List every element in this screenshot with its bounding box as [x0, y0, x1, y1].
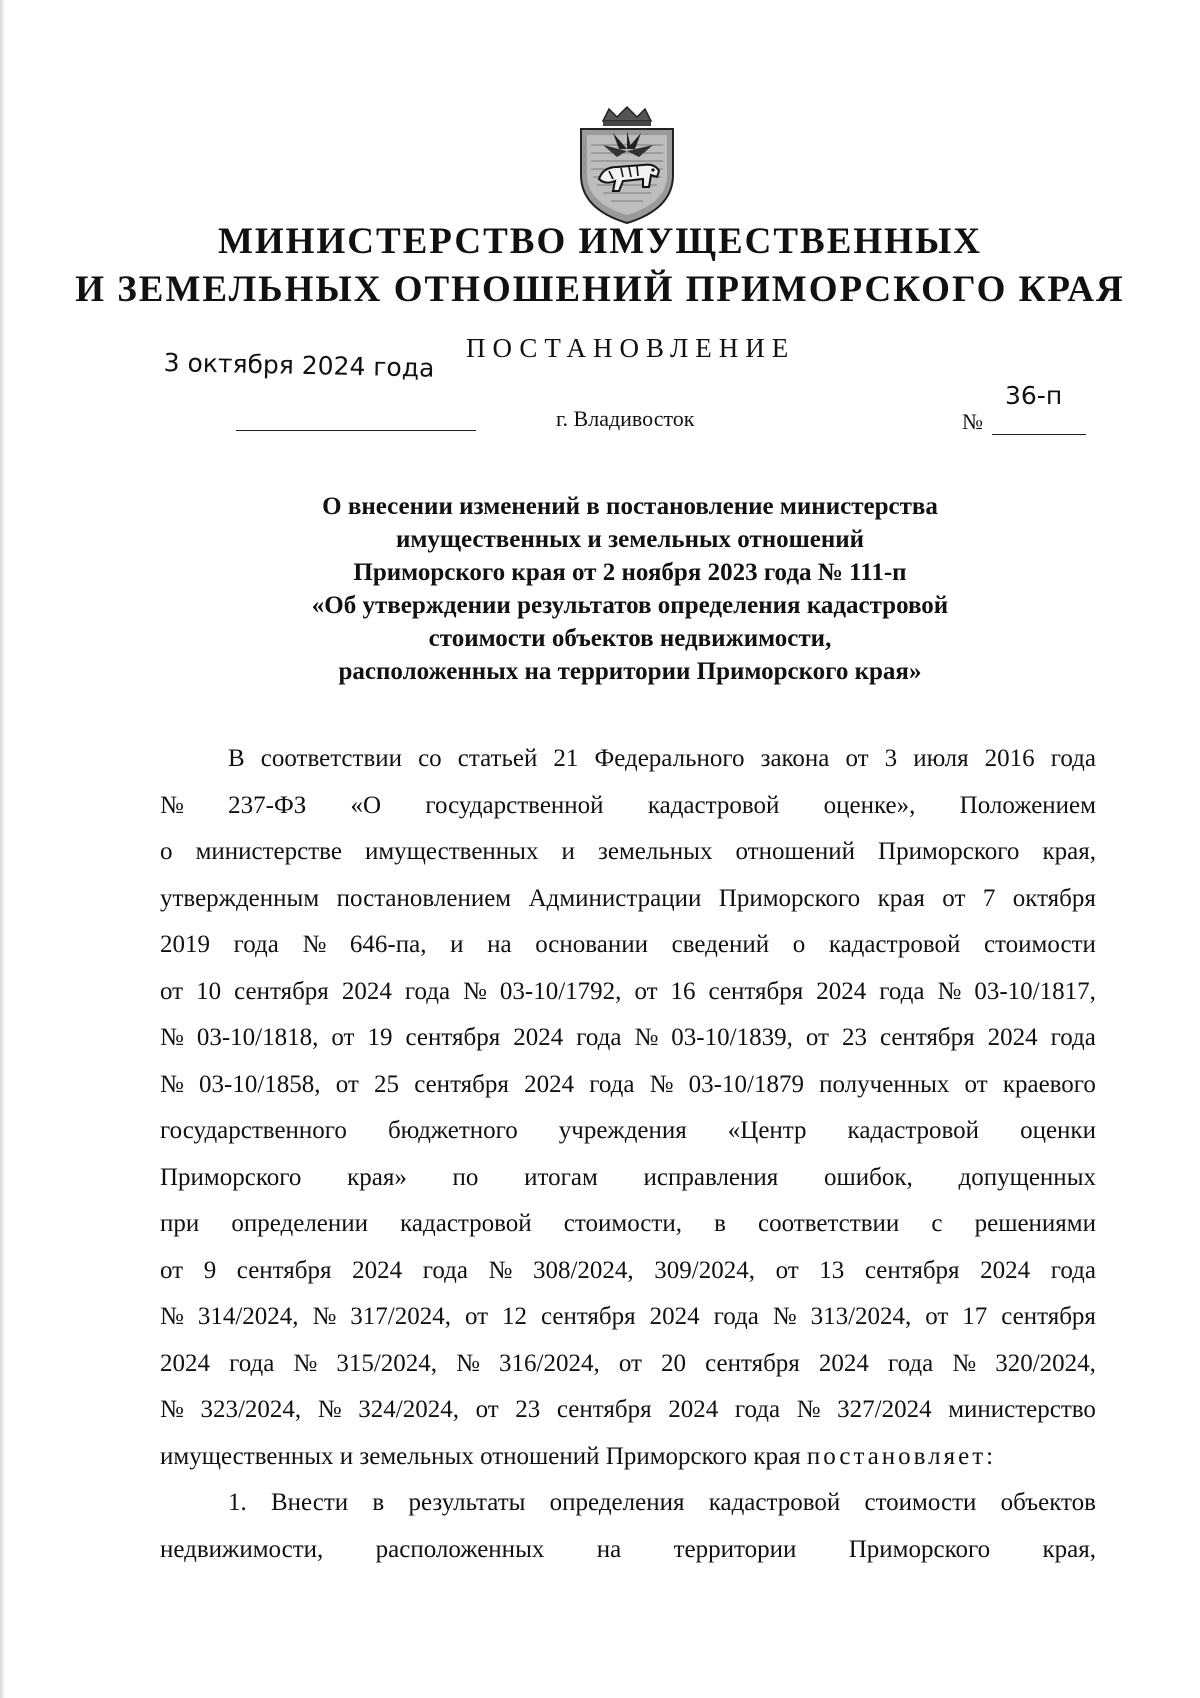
word: 308/2024, [532, 1256, 634, 1284]
word: ошибок, [824, 1163, 913, 1191]
word: утвержденным [160, 884, 320, 912]
word: 03-10/1839, [671, 1024, 793, 1051]
word: сведений [671, 931, 770, 958]
text-line [160, 1248, 1096, 1295]
word: № [302, 931, 327, 958]
document-type: ПОСТАНОВЛЕНИЕ [466, 333, 796, 363]
text-line [160, 1062, 1096, 1109]
word: 13 [819, 1256, 845, 1284]
word: Внести [270, 1489, 349, 1516]
text-line [160, 736, 1096, 783]
word: от [964, 1070, 988, 1098]
word: № [293, 1349, 318, 1377]
word: В [228, 745, 245, 772]
word: № [317, 1396, 342, 1423]
word: 20 [661, 1349, 687, 1377]
word: в [372, 1489, 385, 1516]
text-line [160, 1387, 1096, 1434]
word: года [233, 931, 279, 958]
word: 315/2024, [336, 1349, 438, 1377]
text-line [160, 876, 1096, 923]
word: от [634, 977, 658, 1005]
word: от [775, 1256, 799, 1284]
word: 2024 [816, 977, 867, 1005]
text-line [160, 1294, 1096, 1341]
word: Приморского [848, 1535, 991, 1563]
word: на [487, 931, 512, 958]
word: 23 [841, 1024, 867, 1051]
word: оценке», [823, 791, 916, 819]
word: министерство [948, 1396, 1096, 1423]
closing-line [160, 1434, 1096, 1481]
text-line [160, 1341, 1096, 1388]
word: государственного [160, 1117, 347, 1144]
subject-line: «Об утверждении результатов определения кадастровой [311, 592, 949, 619]
word: отношений [735, 838, 855, 865]
word: сентября [236, 1256, 332, 1284]
word: допущенных [958, 1163, 1096, 1191]
word: при [160, 1210, 200, 1237]
word: краевого [1002, 1070, 1096, 1098]
word: определении [231, 1210, 369, 1237]
word: июля [913, 745, 969, 772]
word: постановлением [336, 884, 512, 912]
date-underline [236, 430, 476, 431]
subject-line: расположенных на территории Приморского края» [338, 658, 922, 685]
subject-line: О внесении изменений в постановление министерства [322, 493, 938, 520]
word: сентября [879, 1024, 975, 1051]
word: № [160, 1303, 184, 1330]
word: № [649, 1070, 674, 1098]
word: 17 [962, 1303, 988, 1330]
word: Приморского [718, 884, 861, 912]
word: решениями [974, 1210, 1096, 1237]
word: земельных [598, 838, 713, 865]
word: от [618, 1349, 642, 1377]
word: года [589, 1070, 635, 1098]
word: от [942, 884, 966, 912]
word: года [576, 1024, 622, 1051]
word: 2024 [668, 1396, 719, 1423]
text-line [160, 922, 1096, 969]
word: 03-10/1858, [199, 1070, 321, 1098]
word: недвижимости, [160, 1535, 324, 1563]
word: № [160, 1396, 184, 1423]
word: 23 [515, 1396, 541, 1423]
word: 2019 [160, 931, 210, 958]
word: № [312, 1303, 337, 1330]
word: полученных [819, 1070, 950, 1098]
text-line [160, 1527, 1096, 1574]
word: объектов [1000, 1489, 1096, 1516]
word: № [634, 1024, 659, 1051]
word: года [229, 1349, 275, 1377]
word: стоимости, [563, 1210, 682, 1237]
word: года [713, 1303, 759, 1330]
word: от [331, 1024, 355, 1051]
word: 323/2024, [200, 1396, 302, 1423]
word: 646-па, [349, 931, 427, 958]
document-body [160, 736, 1096, 1573]
word: территории [673, 1535, 797, 1563]
word: сентября [708, 977, 804, 1005]
text-line [160, 1108, 1096, 1155]
word: сентября [1001, 1303, 1096, 1330]
ministry-title [0, 218, 1200, 314]
word: сентября [540, 1303, 636, 1330]
city: г. Владивосток [556, 406, 695, 431]
word: основании [535, 931, 648, 958]
word: сентября [414, 1070, 509, 1098]
word: сентября [705, 1349, 800, 1377]
word: статьей [457, 745, 538, 772]
number-label: № [962, 409, 983, 434]
word: итогам [524, 1163, 598, 1191]
number-underline [992, 434, 1086, 435]
word: от [464, 1303, 489, 1330]
text-line [160, 783, 1096, 830]
word: от [805, 1024, 829, 1051]
word: от [475, 1396, 499, 1423]
word: и [561, 838, 575, 865]
word: № [952, 1349, 977, 1377]
word: с [931, 1210, 943, 1237]
word: 2016 [984, 745, 1035, 772]
word: в [714, 1210, 726, 1237]
word: 12 [502, 1303, 527, 1330]
word: края, [1042, 838, 1096, 865]
word: года [1050, 1256, 1096, 1284]
signing-date: 3 октября 2024 года [163, 348, 435, 383]
word: 320/2024, [995, 1349, 1096, 1377]
word: 16 [670, 977, 696, 1005]
word: 10 [196, 977, 222, 1005]
word: определения [549, 1489, 685, 1516]
ministry-title-line1: МИНИСТЕРСТВО ИМУЩЕСТВЕННЫХ [217, 221, 983, 262]
word: 2024 [160, 1349, 210, 1377]
word: № [796, 1396, 821, 1423]
word: 324/2024, [358, 1396, 459, 1423]
word: 25 [374, 1070, 400, 1098]
closing-keyword: постановляет: [806, 1442, 997, 1470]
word: государственной [425, 791, 604, 819]
word: 7 [982, 884, 996, 912]
word: на [596, 1535, 622, 1563]
item-1-paragraph [160, 1480, 1096, 1573]
text-line [160, 829, 1096, 876]
word: бюджетного [387, 1117, 518, 1144]
word: Приморского [878, 838, 1020, 865]
word: года [879, 977, 925, 1005]
word: 2024 [513, 1024, 564, 1051]
word: края [877, 884, 925, 912]
word: от [160, 1256, 184, 1284]
word: № [160, 791, 184, 819]
word: закона [760, 745, 830, 772]
subject-line: стоимости объектов недвижимости, [428, 625, 832, 652]
word: стоимости [983, 931, 1096, 958]
word: года [404, 977, 451, 1005]
word: 316/2024, [499, 1349, 600, 1377]
word: года [887, 1349, 934, 1377]
word: о [160, 838, 173, 865]
word: № [160, 1024, 184, 1051]
word: от [160, 977, 184, 1005]
word: расположенных [375, 1535, 545, 1563]
word: № [463, 977, 487, 1005]
word: кадастровой [828, 931, 961, 958]
word: 327/2024 [837, 1396, 932, 1423]
word: оценки [1020, 1117, 1096, 1144]
word: 2024 [980, 1256, 1031, 1284]
word: 313/2024, [810, 1303, 912, 1330]
word: № [937, 977, 962, 1005]
word: Администрации [528, 884, 702, 912]
body-paragraph [160, 736, 1096, 1434]
word: и [450, 931, 464, 958]
closing-text: имущественных и земельных отношений Приморского края [160, 1442, 807, 1470]
word: 03-10/1792, [499, 977, 622, 1005]
word: 2024 [818, 1349, 869, 1377]
word: 237-ФЗ [228, 791, 307, 819]
word: 21 [553, 745, 579, 772]
word: сентября [864, 1256, 960, 1284]
document-subject [0, 490, 1200, 688]
word: 9 [203, 1256, 217, 1284]
word: о [792, 931, 806, 958]
word: «Центр [727, 1117, 807, 1144]
subject-line: имущественных и земельных отношений [395, 526, 865, 553]
document-number: 36-п [1005, 381, 1063, 410]
coat-of-arms-icon [573, 105, 681, 225]
word: года [734, 1396, 781, 1423]
word: кадастровой [847, 1117, 980, 1144]
word: края» [347, 1163, 407, 1191]
word: края, [1042, 1535, 1096, 1563]
word: от [925, 1303, 949, 1330]
word: 2024 [341, 977, 392, 1005]
word: кадастровой [400, 1210, 532, 1237]
word: года [1050, 745, 1096, 772]
word: исправления [643, 1163, 779, 1191]
word: стоимости [864, 1489, 977, 1516]
word: Положением [959, 791, 1096, 819]
text-line [160, 1155, 1096, 1202]
word: кадастровой [647, 791, 780, 819]
text-line [160, 1201, 1096, 1248]
word: 2024 [987, 1024, 1038, 1051]
word: 314/2024, [197, 1303, 299, 1330]
word: кадастровой [708, 1489, 841, 1516]
word: результаты [408, 1489, 526, 1516]
word: 03-10/1817, [974, 977, 1096, 1005]
word: от [335, 1070, 359, 1098]
text-line [160, 1015, 1096, 1062]
word: Федерального [594, 745, 745, 772]
word: сентября [405, 1024, 501, 1051]
subject-line: Приморского края от 2 ноября 2023 года № 111-п [353, 559, 907, 586]
word: 03-10/1818, [196, 1024, 319, 1051]
word: 317/2024, [350, 1303, 451, 1330]
word: 2024 [352, 1256, 403, 1284]
word: 19 [367, 1024, 393, 1051]
word: 03-10/1879 [688, 1070, 804, 1098]
word: по [452, 1163, 479, 1191]
text-line [160, 1480, 1096, 1527]
word: от [845, 745, 869, 772]
word: 2024 [649, 1303, 700, 1330]
word: 2024 [524, 1070, 575, 1098]
word: октября [1012, 884, 1096, 912]
text-line [160, 969, 1096, 1016]
word: 309/2024, [654, 1256, 755, 1284]
word: № [488, 1256, 513, 1284]
ministry-title-line2: И ЗЕМЕЛЬНЫХ ОТНОШЕНИЙ ПРИМОРСКОГО КРАЯ [75, 269, 1125, 310]
word: соответствии [260, 745, 403, 772]
word: Приморского [160, 1163, 302, 1191]
word: сентября [234, 977, 329, 1005]
word: со [418, 745, 442, 772]
word: учреждения [558, 1117, 687, 1144]
word: имущественных [364, 838, 539, 865]
word: года [1050, 1024, 1096, 1051]
word: 3 [884, 745, 898, 772]
word: № [160, 1070, 184, 1098]
word: соответствии [758, 1210, 900, 1237]
word: № [772, 1303, 797, 1330]
word: «О [350, 791, 382, 819]
word: министерстве [195, 838, 342, 865]
word: года [422, 1256, 468, 1284]
word: 1. [228, 1489, 247, 1516]
word: № [456, 1349, 480, 1377]
word: сентября [556, 1396, 652, 1423]
